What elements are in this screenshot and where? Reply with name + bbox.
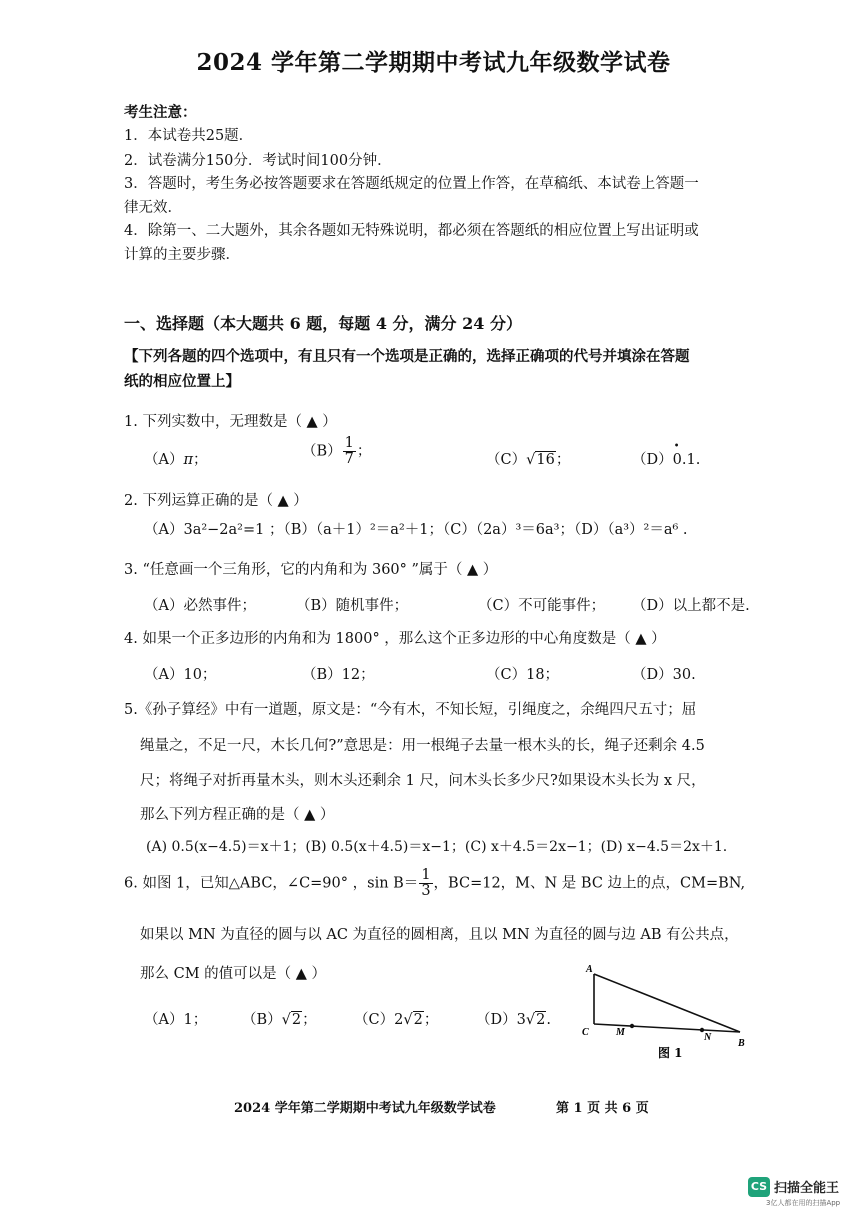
q3-option-c: （C）不可能事件；	[478, 598, 606, 614]
label-a: A	[586, 964, 593, 975]
q3-option-a: （A）必然事件；	[144, 598, 256, 614]
label-n: N	[704, 1032, 712, 1043]
question-5-line: 绳量之，不足一尺，木长几何?”意思是：用一根绳子去量一根木头的长，绳子还剩余 4.5	[140, 738, 705, 754]
question-5-line: 尺；将绳子对折再量木头，则木头还剩余 1 尺，问木头长多少尺?如果设木头长为 x 尺，	[140, 773, 706, 789]
question-5-line: 那么下列方程正确的是（ ▲ ）	[140, 807, 335, 823]
q5-options: (A) 0.5(x−4.5)＝x＋1；(B) 0.5(x＋4.5)＝x−1；(C) x＋4.5＝2x−1；(D) x−4.5＝2x＋1.	[146, 839, 728, 855]
footer-title: 2024 学年第二学期期中考试九年级数学试卷	[234, 1101, 496, 1116]
q1-option-c: （C）√16；	[486, 452, 571, 468]
footer-page-number: 第 1 页 共 6 页	[556, 1101, 649, 1116]
question-4-stem: 4. 如果一个正多边形的内角和为 1800° ，那么这个正多边形的中心角度数是（ ▲ ）	[124, 631, 666, 647]
question-6-line2: 如果以 MN 为直径的圆与以 AC 为直径的圆相离，且以 MN 为直径的圆与边 AB 有公共点，	[140, 927, 739, 943]
label-c: C	[582, 1027, 589, 1038]
q4-option-c: （C）18；	[486, 667, 560, 683]
question-3-stem: 3. “任意画一个三角形，它的内角和为 360° ”属于（ ▲ ）	[124, 562, 498, 578]
q1-option-d: （D）• 0.1.	[632, 448, 700, 469]
page-title: 2024 学年第二学期期中考试九年级数学试卷	[196, 49, 671, 76]
notice-item: 1．本试卷共25题．	[124, 128, 254, 144]
watermark-name: 扫描全能王	[774, 1181, 840, 1196]
notice-item: 律无效．	[124, 200, 182, 216]
q6-option-d: （D）3√2.	[476, 1012, 551, 1028]
q6-option-c: （C）2√2；	[354, 1012, 439, 1028]
point-m	[630, 1024, 634, 1028]
figure-caption: 图 1	[658, 1046, 683, 1060]
notice-item: 3．答题时，考生务必按答题要求在答题纸规定的位置上作答，在草稿纸、本试卷上答题一	[124, 176, 699, 192]
q6-option-a: （A）1；	[144, 1012, 208, 1028]
q4-option-b: （B）12；	[302, 667, 375, 683]
question-6-line3: 那么 CM 的值可以是（ ▲ ）	[140, 966, 327, 982]
q4-option-a: （A）10；	[144, 667, 217, 683]
notice-heading: 考生注意：	[124, 104, 197, 121]
q1-option-b: （B） $\frac{1}{7}$ ；	[302, 435, 372, 468]
section-instruction: 【下列各题的四个选项中，有且只有一个选项是正确的，选择正确项的代号并填涂在答题	[124, 348, 690, 365]
q6-option-b: （B）√2；	[242, 1012, 317, 1028]
notice-item: 2．试卷满分150分．考试时间100分钟．	[124, 153, 392, 169]
question-1-stem: 1. 下列实数中，无理数是（ ▲ ）	[124, 414, 337, 430]
section-heading: 一、选择题（本大题共 6 题，每题 4 分，满分 24 分）	[124, 314, 522, 333]
q3-option-b: （B）随机事件；	[296, 598, 409, 614]
q3-option-d: （D）以上都不是.	[632, 598, 750, 614]
q2-options: （A）3a²−2a²=1 ；（B）（a＋1）²＝a²＋1；（C）（2a）³＝6a³；（D）（a³）²＝a⁶ .	[144, 522, 688, 538]
label-m: M	[616, 1027, 625, 1038]
section-instruction: 纸的相应位置上】	[124, 373, 240, 390]
watermark-subtitle: 3亿人都在用的扫描App	[766, 1199, 841, 1207]
q1-option-a: （A）π；	[144, 452, 208, 468]
question-5-line: 5.《孙子算经》中有一道题，原文是：“今有木，不知长短，引绳度之，余绳四尺五寸；屈	[124, 702, 697, 718]
notice-item: 4．除第一、二大题外，其余各题如无特殊说明，都必须在答题纸的相应位置上写出证明或	[124, 223, 699, 239]
question-6-line1: 6. 如图 1，已知△ABC，∠C=90° ，sin B＝ $\frac{1}{3}$ ，BC=12，M、N 是 BC 边上的点，CM=BN,	[124, 867, 746, 900]
camscanner-logo-icon: CS	[748, 1177, 770, 1197]
notice-item: 计算的主要步骤．	[124, 247, 240, 263]
side-ab	[594, 974, 740, 1032]
figure-1-triangle	[578, 962, 768, 1062]
question-2-stem: 2. 下列运算正确的是（ ▲ ）	[124, 493, 308, 509]
label-b: B	[738, 1038, 745, 1049]
q4-option-d: （D）30.	[632, 667, 696, 683]
